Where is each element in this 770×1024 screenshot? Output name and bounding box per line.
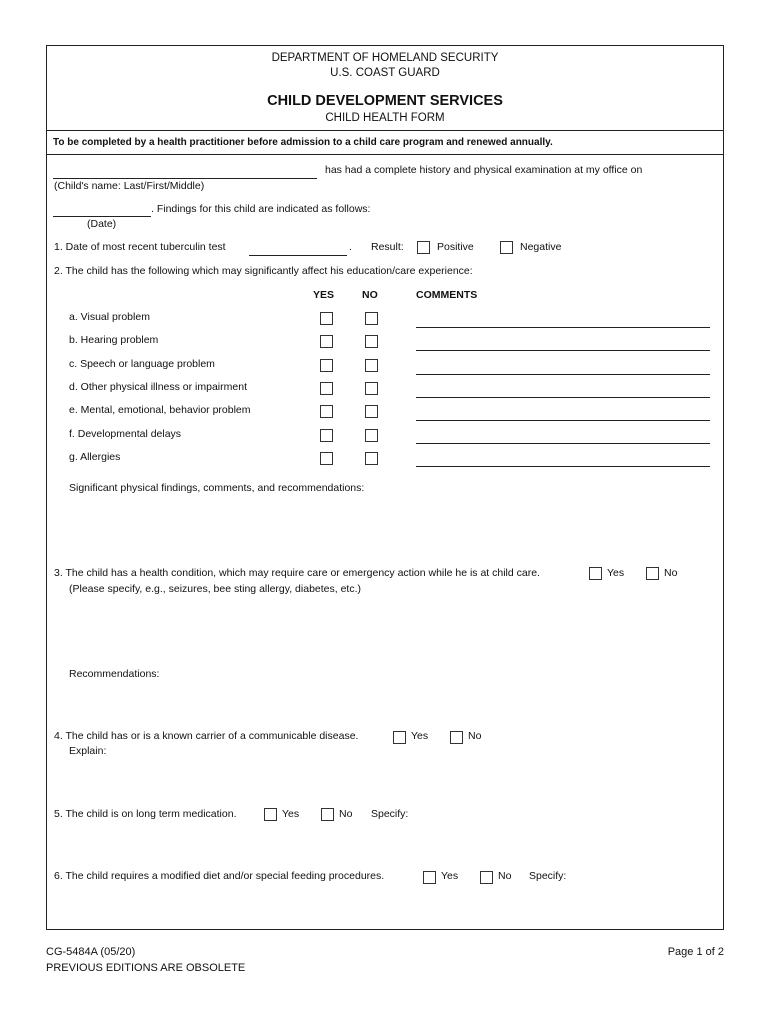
item-mental: e. Mental, emotional, behavior problem	[69, 404, 251, 416]
q6-specify: Specify:	[529, 870, 567, 882]
visual-no-checkbox[interactable]	[365, 312, 378, 325]
mental-comment-field[interactable]	[416, 420, 710, 421]
hearing-no-checkbox[interactable]	[365, 335, 378, 348]
instructions-divider	[47, 154, 723, 155]
q5-yes-checkbox[interactable]	[264, 808, 277, 821]
agency-name: U.S. COAST GUARD	[330, 67, 440, 79]
result-label: Result:	[371, 241, 404, 253]
visual-yes-checkbox[interactable]	[320, 312, 333, 325]
form-title: CHILD DEVELOPMENT SERVICES	[267, 93, 503, 109]
q3-specify: (Please specify, e.g., seizures, bee sting allergy, diabetes, etc.)	[69, 583, 362, 595]
hearing-yes-checkbox[interactable]	[320, 335, 333, 348]
significant-findings-label: Significant physical findings, comments, and recommendations:	[69, 482, 365, 494]
q4-yes-checkbox[interactable]	[393, 731, 406, 744]
header-divider	[47, 130, 723, 131]
positive-checkbox[interactable]	[417, 241, 430, 254]
q3-yes-label: Yes	[607, 567, 625, 579]
q6-no-label: No	[498, 870, 512, 882]
col-yes-header: YES	[313, 289, 335, 301]
q1-period: .	[349, 241, 352, 253]
hearing-comment-field[interactable]	[416, 350, 710, 351]
q1-text: 1. Date of most recent tuberculin test	[54, 241, 226, 253]
page-number: Page 1 of 2	[667, 946, 724, 958]
q4-explain: Explain:	[69, 745, 107, 757]
item-speech: c. Speech or language problem	[69, 358, 215, 370]
item-hearing: b. Hearing problem	[69, 334, 159, 346]
tb-test-date-field[interactable]	[249, 255, 347, 256]
q3-text: 3. The child has a health condition, which may require care or emergency action while he is at child care.	[54, 567, 540, 579]
allergies-no-checkbox[interactable]	[365, 452, 378, 465]
instructions: To be completed by a health practitioner before admission to a child care program and renewed annually.	[53, 137, 553, 148]
speech-yes-checkbox[interactable]	[320, 359, 333, 372]
positive-label: Positive	[437, 241, 474, 253]
form-number: CG-5484A (05/20)	[46, 946, 136, 958]
mental-yes-checkbox[interactable]	[320, 405, 333, 418]
allergies-comment-field[interactable]	[416, 466, 710, 467]
form-frame	[46, 45, 724, 930]
col-no-header: NO	[362, 289, 378, 301]
obsolete-notice: PREVIOUS EDITIONS ARE OBSOLETE	[46, 962, 246, 974]
speech-no-checkbox[interactable]	[365, 359, 378, 372]
item-developmental: f. Developmental delays	[69, 428, 182, 440]
item-visual: a. Visual problem	[69, 311, 150, 323]
visual-comment-field[interactable]	[416, 327, 710, 328]
child-name-field[interactable]	[53, 178, 317, 179]
q5-yes-label: Yes	[282, 808, 300, 820]
department-name: DEPARTMENT OF HOMELAND SECURITY	[271, 52, 499, 64]
negative-checkbox[interactable]	[500, 241, 513, 254]
q6-yes-label: Yes	[441, 870, 459, 882]
q6-yes-checkbox[interactable]	[423, 871, 436, 884]
q5-specify: Specify:	[371, 808, 409, 820]
item-physical: d. Other physical illness or impairment	[69, 381, 247, 393]
item-allergies: g. Allergies	[69, 451, 121, 463]
q6-text: 6. The child requires a modified diet and/or special feeding procedures.	[54, 870, 385, 882]
q6-no-checkbox[interactable]	[480, 871, 493, 884]
mental-no-checkbox[interactable]	[365, 405, 378, 418]
exam-text: has had a complete history and physical examination at my office on	[325, 164, 643, 176]
physical-no-checkbox[interactable]	[365, 382, 378, 395]
date-label: (Date)	[87, 218, 117, 230]
child-name-label: (Child's name: Last/First/Middle)	[54, 180, 205, 192]
developmental-yes-checkbox[interactable]	[320, 429, 333, 442]
developmental-no-checkbox[interactable]	[365, 429, 378, 442]
form-subtitle: CHILD HEALTH FORM	[325, 112, 445, 124]
negative-label: Negative	[520, 241, 562, 253]
q3-no-label: No	[664, 567, 678, 579]
q5-no-label: No	[339, 808, 353, 820]
q4-no-label: No	[468, 730, 482, 742]
physical-yes-checkbox[interactable]	[320, 382, 333, 395]
allergies-yes-checkbox[interactable]	[320, 452, 333, 465]
q3-yes-checkbox[interactable]	[589, 567, 602, 580]
developmental-comment-field[interactable]	[416, 443, 710, 444]
q4-text: 4. The child has or is a known carrier of a communicable disease.	[54, 730, 359, 742]
q2-text: 2. The child has the following which may significantly affect his education/care experience:	[54, 265, 473, 277]
q4-no-checkbox[interactable]	[450, 731, 463, 744]
recommendations-label: Recommendations:	[69, 668, 160, 680]
speech-comment-field[interactable]	[416, 374, 710, 375]
q4-yes-label: Yes	[411, 730, 429, 742]
findings-text: . Findings for this child are indicated as follows:	[151, 203, 371, 215]
q3-no-checkbox[interactable]	[646, 567, 659, 580]
physical-comment-field[interactable]	[416, 397, 710, 398]
exam-date-field[interactable]	[53, 216, 151, 217]
col-comments-header: COMMENTS	[416, 289, 478, 301]
q5-no-checkbox[interactable]	[321, 808, 334, 821]
q5-text: 5. The child is on long term medication.	[54, 808, 237, 820]
